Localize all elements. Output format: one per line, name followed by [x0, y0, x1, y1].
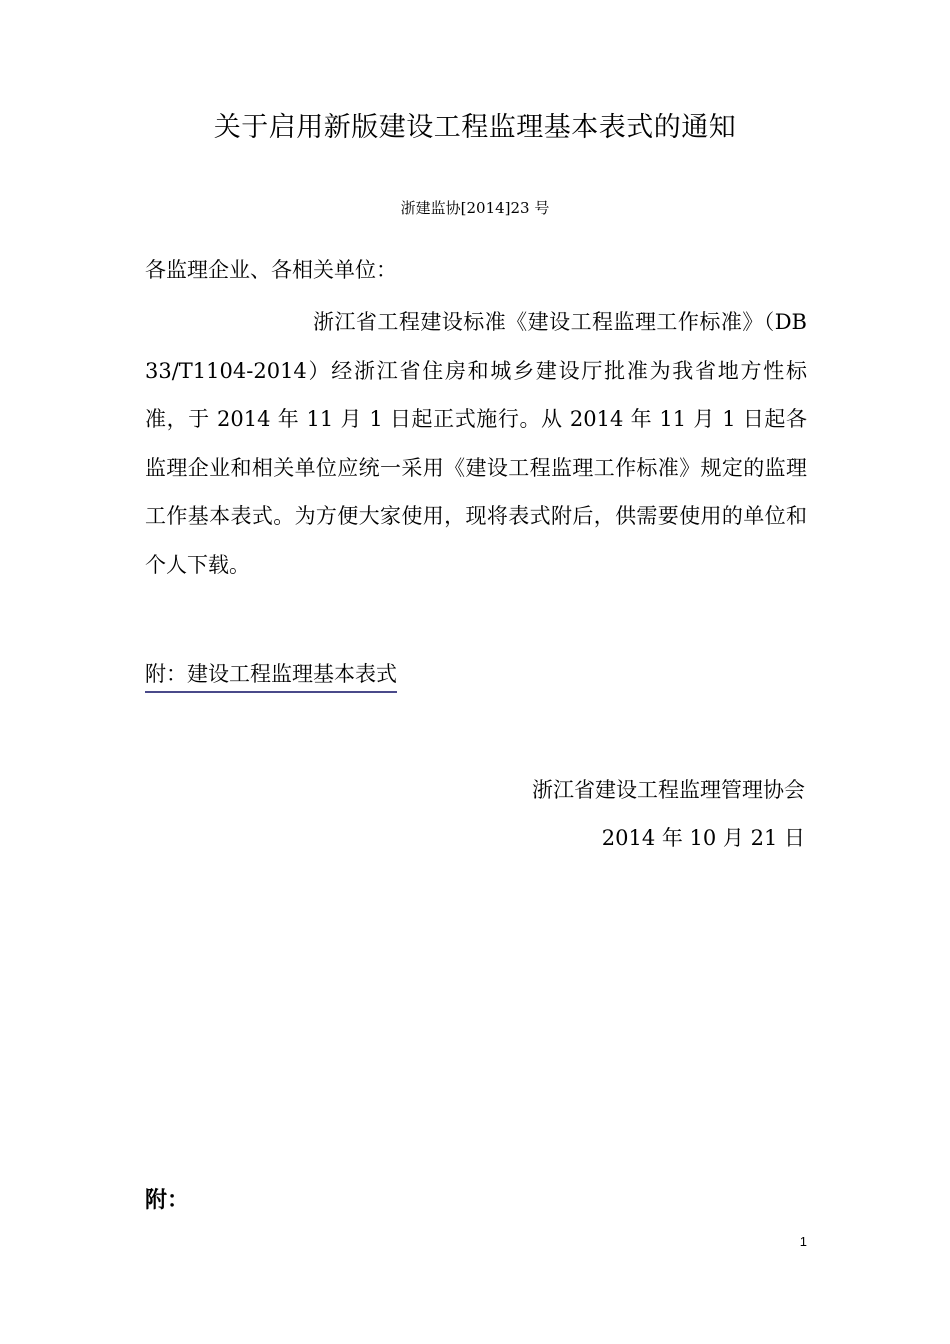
signature-date: 2014 年 10 月 21 日: [601, 826, 805, 850]
body-paragraph: 浙江省工程建设标准《建设工程监理工作标准》（DB33/T1104-2014）经浙江省住房和城乡建设厅批准为我省地方性标准，于 2014 年 11 月 1 日起正式施行。从 2014 年 11 月 1 日起各监理企业和相关单位应统一采用《建设工程监理工作标准》规定的监理工作基本表式。为方便大家使用，现将表式附后，供需要使用的单位和个人下载。: [145, 310, 807, 577]
appendix-heading: 附：: [145, 1188, 190, 1213]
signature-organization: 浙江省建设工程监理管理协会: [532, 778, 805, 802]
attachment-link[interactable]: 附：建设工程监理基本表式: [145, 658, 397, 693]
page-title: 关于启用新版建设工程监理基本表式的通知: [213, 112, 737, 143]
page-number: 1: [799, 1234, 807, 1249]
document-number: 浙建监协[2014]23 号: [400, 199, 550, 217]
salutation: 各监理企业、各相关单位：: [145, 258, 397, 282]
